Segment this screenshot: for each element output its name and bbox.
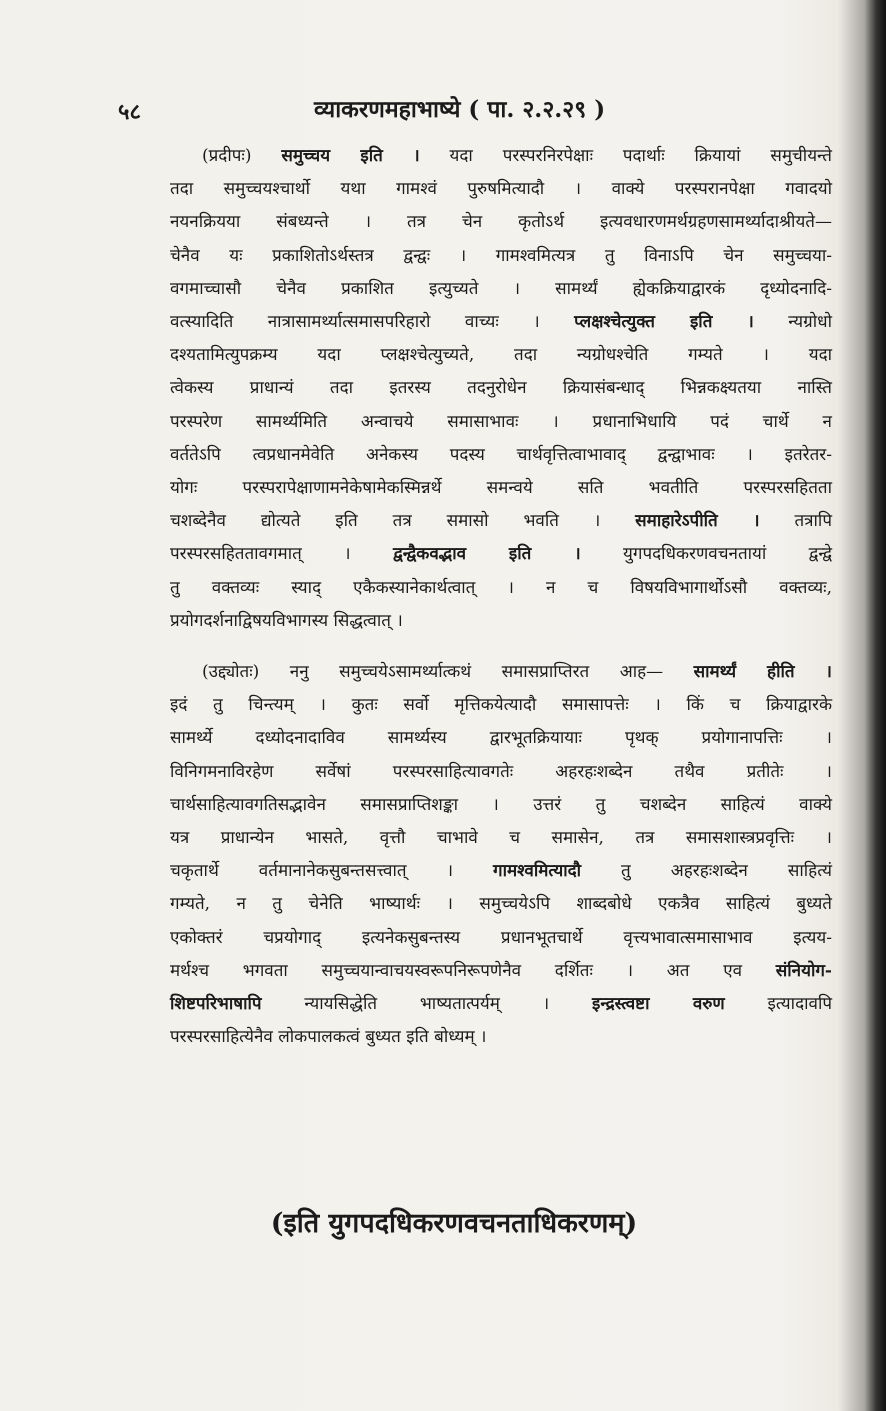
text-line xyxy=(170,888,832,921)
text-line xyxy=(170,306,832,339)
text-segment: तु अहरहःशब्देन साहित्यं xyxy=(581,861,832,882)
running-title: व्याकरणमहाभाष्ये ( पा. २.२.२९ ) xyxy=(314,96,606,123)
text-segment: चेनैव यः प्रकाशितोऽर्थस्तत्र द्वन्द्वः । गामश्वमित्यत्र तु विनाऽपि चेन समुच्चया- xyxy=(170,245,832,266)
text-segment: चार्थसाहित्यावगतिसद्भावेन समासप्राप्तिशङ्का । उत्तरं तु चशब्देन साहित्यं वाक्ये xyxy=(170,794,832,815)
text-segment: यत्र प्राधान्येन भासते, वृत्तौ चाभावे च समासेन, तत्र समासशास्त्रप्रवृत्तिः । xyxy=(170,828,832,849)
text-line xyxy=(170,722,832,755)
text-line xyxy=(170,1021,832,1054)
bold-lemma: संनियोग- xyxy=(775,960,832,981)
text-segment: सामर्थ्ये दध्योदनादाविव सामर्थ्यस्य द्वारभूतक्रियायाः पृथक् प्रयोगानापत्तिः । xyxy=(170,728,832,749)
page-number: ५८ xyxy=(118,99,141,125)
text-segment: वगमाच्चासौ चेनैव प्रकाशित इत्युच्यते । सामर्थ्यं ह्येकक्रियाद्वारकं दृध्योदनादि- xyxy=(170,278,832,299)
text-line xyxy=(170,439,832,472)
text-segment: विनिगमनाविरहेण सर्वेषां परस्परसाहित्यावगतेः अहरहःशब्देन तथैव प्रतीतेः । xyxy=(170,761,832,782)
text-line xyxy=(170,372,832,405)
text-segment: चकृतार्थे वर्तमानानेकसुबन्तसत्त्वात् । xyxy=(170,861,494,882)
text-segment: न्यग्रोधो xyxy=(753,312,832,333)
text-segment: यदा परस्परनिरपेक्षाः पदार्थाः क्रियायां समुचीयन्ते xyxy=(419,146,832,166)
text-line xyxy=(170,140,832,173)
text-line xyxy=(170,339,832,372)
text-segment: परस्परेण सामर्थ्यमिति अन्वाचये समासाभावः । प्रधानाभिधायि पदं चार्थे न xyxy=(170,411,832,432)
text-segment: चशब्देनैव द्योत्यते इति तत्र समासो भवति । xyxy=(170,511,636,532)
text-line xyxy=(170,240,832,273)
text-line xyxy=(170,756,832,789)
text-line xyxy=(170,855,832,888)
commentary-label: (उद्द्योतः) xyxy=(202,662,290,683)
text-line xyxy=(170,689,832,722)
bold-lemma: शिष्टपरिभाषापि xyxy=(170,994,262,1015)
bold-lemma: गामश्वमित्यादौ xyxy=(493,861,582,882)
text-segment: नयनक्रियया संबध्यन्ते । तत्र चेन कृतोऽर्थ इत्यवधारणमर्थग्रहणसामर्थ्यादाश्रीयते— xyxy=(170,212,832,233)
pradipa-commentary xyxy=(170,140,832,638)
text-segment: युगपदधिकरणवचनतायां द्वन्द्वे xyxy=(580,544,832,565)
page-header xyxy=(118,92,818,126)
bold-lemma: सामर्थ्यं हीति । xyxy=(693,662,832,683)
text-segment: गम्यते, न तु चेनेति भाष्यार्थः । समुच्चयेऽपि शाब्दबोधे एकत्रैव साहित्यं बुध्यते xyxy=(170,894,832,915)
text-segment: तु वक्तव्यः स्याद् एकैकस्यानेकार्थत्वात् । न च विषयविभागार्थोऽसौ वक्तव्यः, xyxy=(170,577,832,598)
section-colophon: (इति युगपदधिकरणवचनताधिकरणम्) xyxy=(270,1208,638,1239)
bold-lemma: इन्द्रस्त्वष्टा वरुण xyxy=(591,994,725,1015)
text-segment: मर्थश्च भगवता समुच्चयान्वाचयस्वरूपनिरूपणेनैव दर्शितः । अत एव xyxy=(170,960,776,981)
bold-lemma: समुच्चय इति । xyxy=(281,146,420,166)
text-segment: न्यायसिद्धेति भाष्यतात्पर्यम् । xyxy=(261,994,592,1015)
text-line xyxy=(170,605,832,638)
bold-lemma: द्वन्द्वैकवद्भाव इति । xyxy=(392,544,581,565)
text-segment: इदं तु चिन्त्यम् । कुतः सर्वो मृत्तिकयेत्यादौ समासापत्तेः । किं च क्रियाद्वारके xyxy=(170,695,832,716)
text-line xyxy=(170,656,832,689)
text-line xyxy=(170,955,832,988)
text-line xyxy=(170,789,832,822)
commentary-body xyxy=(170,140,832,1054)
text-segment: परस्परसहिततावगमात् । xyxy=(170,544,393,565)
text-line xyxy=(170,922,832,955)
text-segment: तत्रापि xyxy=(759,511,832,532)
text-line xyxy=(170,822,832,855)
text-line xyxy=(170,538,832,571)
text-segment: तदा समुच्चयश्चार्थो यथा गामश्वं पुरुषमित्यादौ । वाक्ये परस्परानपेक्षा गवादयो xyxy=(170,179,832,200)
text-line xyxy=(170,988,832,1021)
bold-lemma: समाहारेऽपीति । xyxy=(635,511,760,532)
text-segment: त्वेकस्य प्राधान्यं तदा इतरस्य तदनुरोधेन क्रियासंबन्धाद् भिन्नकक्ष्यतया नास्ति xyxy=(170,378,832,399)
text-segment: दश्यतामित्युपक्रम्य यदा प्लक्षश्चेत्युच्यते, तदा न्यग्रोधश्चेति गम्यते । यदा xyxy=(170,345,832,366)
text-segment: योगः परस्परापेक्षाणामनेकेषामेकस्मिन्नर्थे समन्वये सति भवतीति परस्परसहितता xyxy=(170,478,832,499)
text-line xyxy=(170,505,832,538)
bold-lemma: प्लक्षश्चेत्युक्त इति । xyxy=(574,312,754,333)
text-line xyxy=(170,406,832,439)
text-line xyxy=(170,206,832,239)
text-segment: ननु समुच्चयेऽसामर्थ्यात्कथं समासप्राप्तिरत आह— xyxy=(289,662,694,683)
text-segment: परस्परसाहित्येनैव लोकपालकत्वं बुध्यत इति बोध्यम् । xyxy=(170,1027,487,1048)
text-line xyxy=(170,572,832,605)
text-line xyxy=(170,173,832,206)
text-segment: एकोक्तरं चप्रयोगाद् इत्यनेकसुबन्तस्य प्रधानभूतचार्थे वृत्त्यभावात्समासाभाव इत्यय- xyxy=(170,927,832,948)
text-segment: वर्ततेऽपि त्वप्रधानमेवेति अनेकस्य पदस्य चार्थवृत्तित्वाभावाद् द्वन्द्वाभावः । इतरेतर- xyxy=(170,444,832,465)
uddyota-commentary xyxy=(170,656,832,1054)
page-edge-shadow xyxy=(838,0,886,1411)
text-segment: प्रयोगदर्शनाद्विषयविभागस्य सिद्धत्वात् । xyxy=(170,610,403,631)
text-segment: इत्यादावपि xyxy=(724,994,833,1015)
text-segment: वत्स्यादिति नात्रासामर्थ्यात्समासपरिहारो वाच्यः । xyxy=(170,312,575,333)
text-line xyxy=(170,472,832,505)
text-line xyxy=(170,273,832,306)
commentary-label: (प्रदीपः) xyxy=(202,146,282,166)
